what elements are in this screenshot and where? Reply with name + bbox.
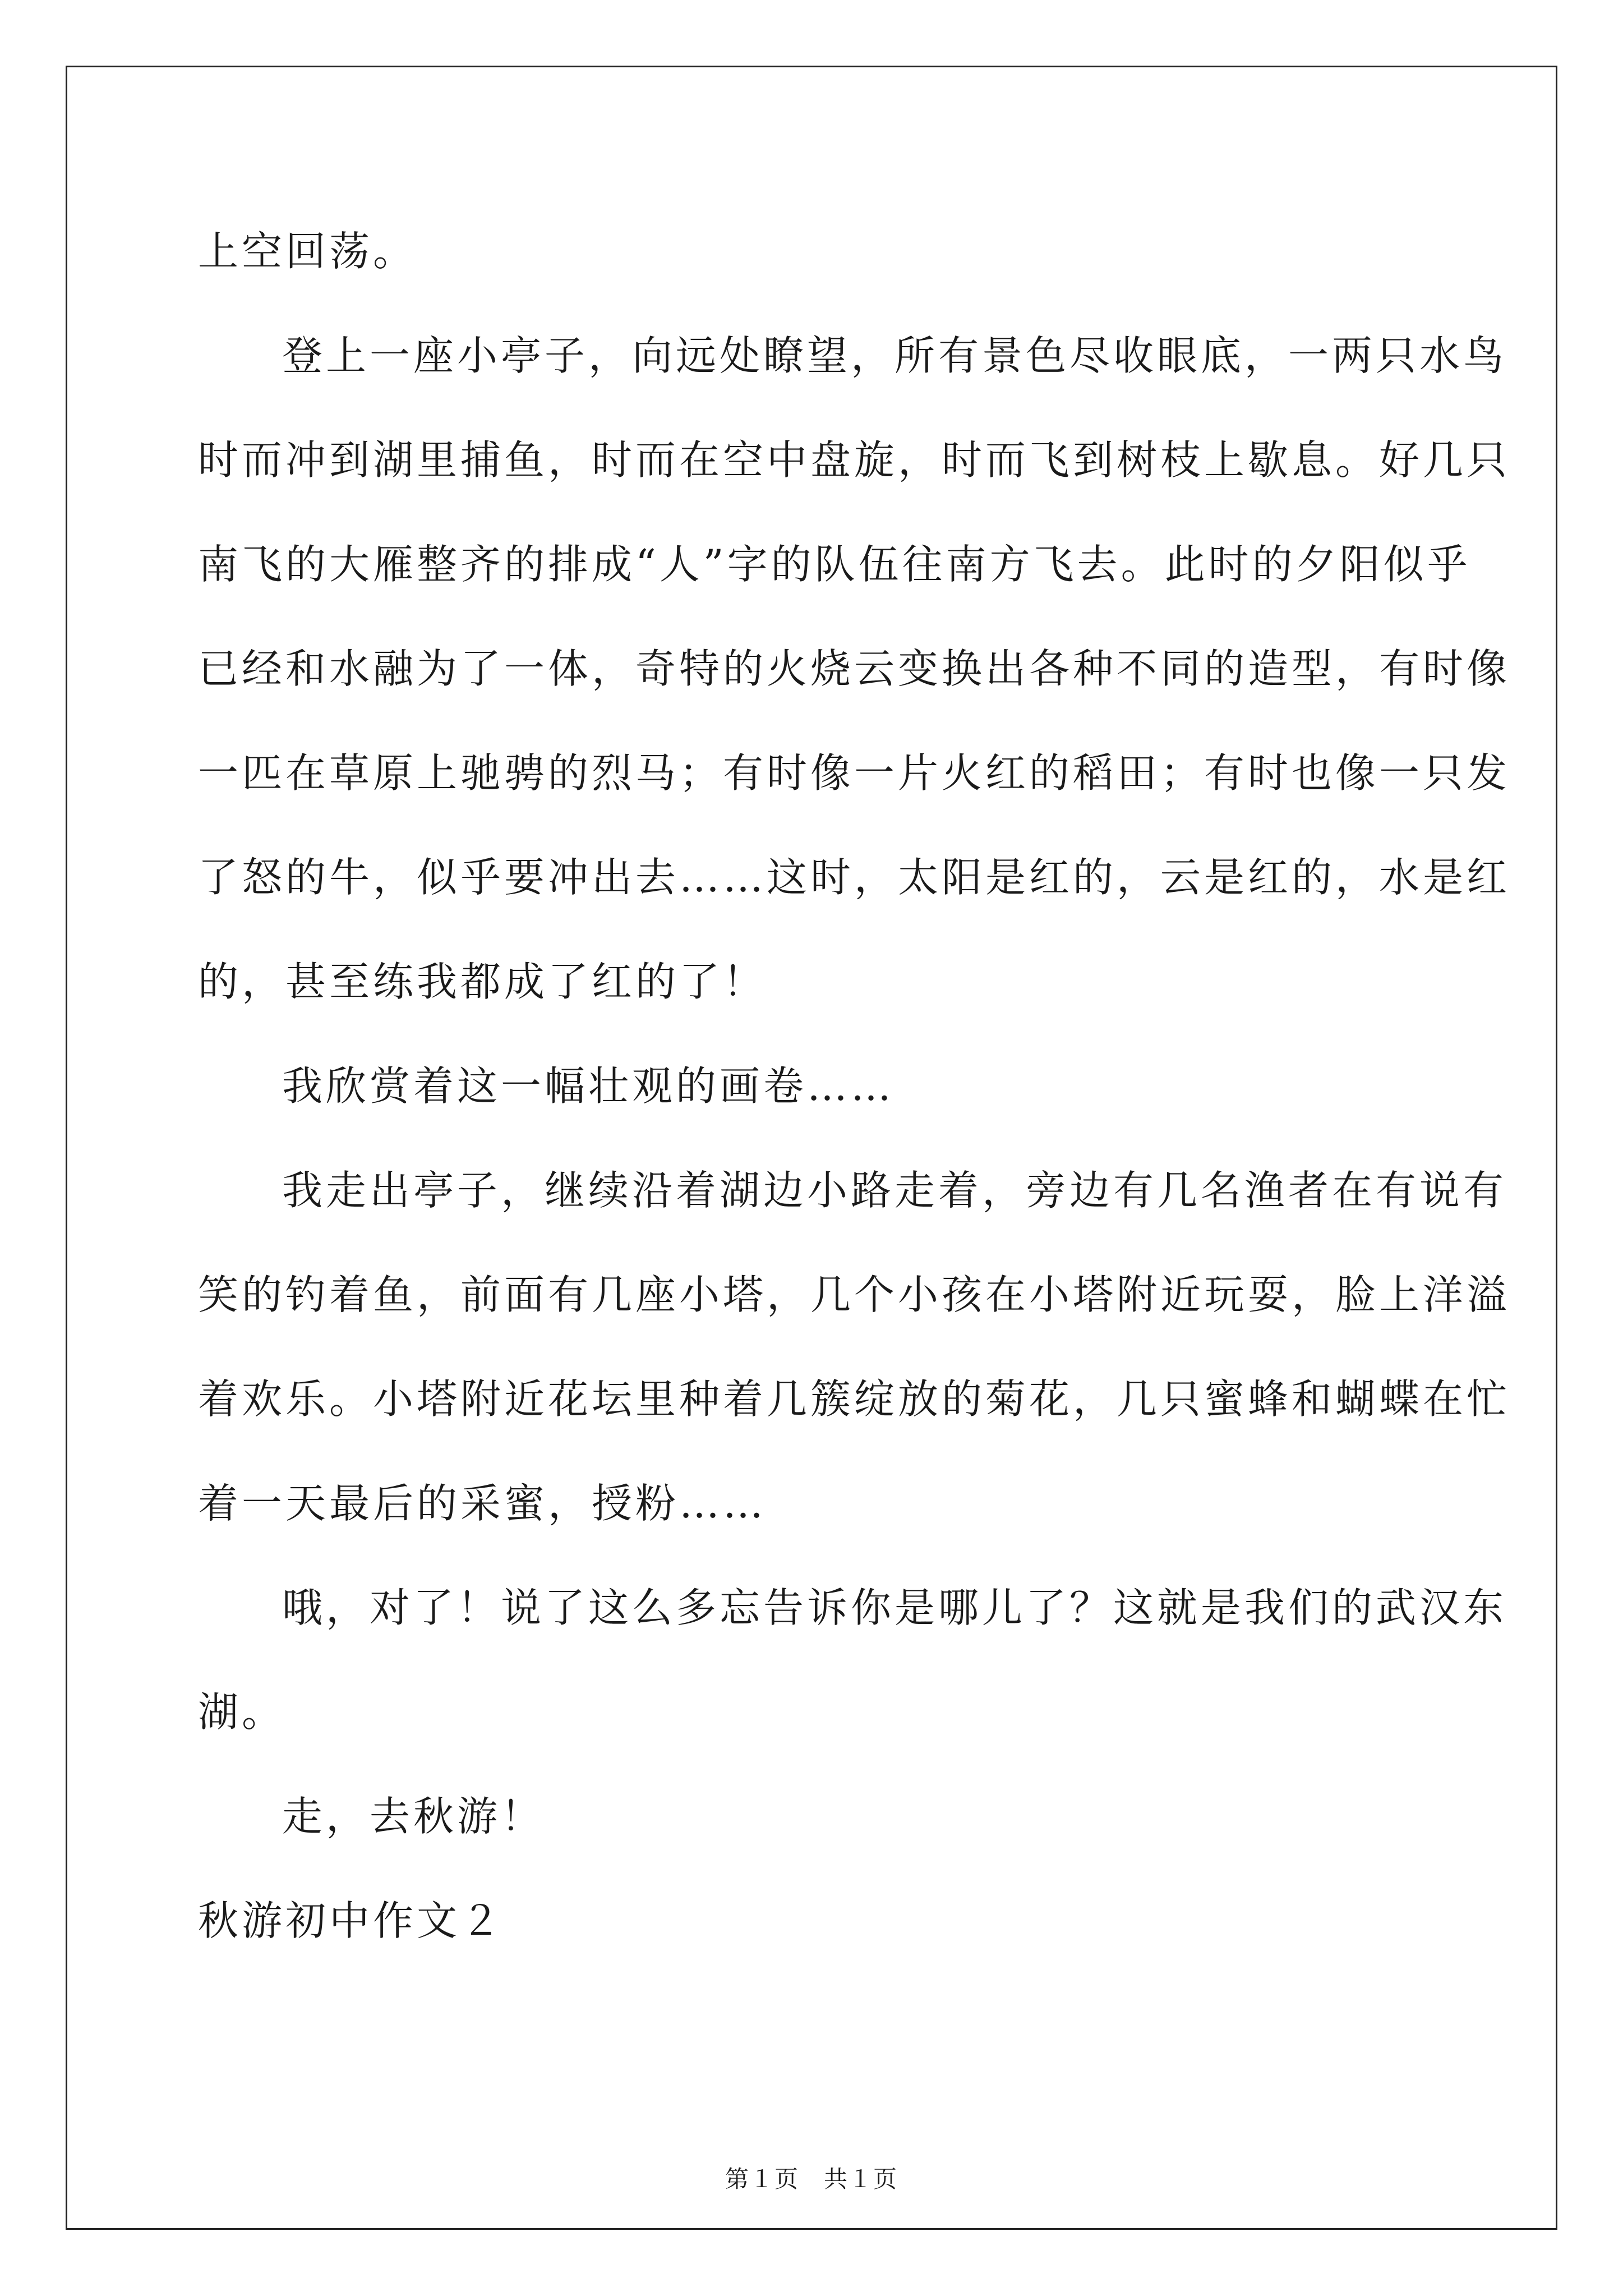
text-line: 了怒的牛，似乎要冲出去……这时，太阳是红的，云是红的，水是红: [198, 854, 1511, 901]
paragraph-first-line: 登上一座小亭子，向远处瞭望，所有景色尽收眼底，一两只水鸟: [282, 332, 1507, 379]
paragraph-first-line: 我走出亭子，继续沿着湖边小路走着，旁边有几名渔者在有说有: [282, 1167, 1507, 1214]
text-line: 一匹在草原上驰骋的烈马；有时像一片火红的稻田；有时也像一只发: [198, 749, 1511, 797]
text-line: 湖。: [198, 1688, 286, 1736]
section-heading: 秋游初中作文２: [198, 1897, 505, 1944]
page-number-footer: 第１页 共１页: [725, 2165, 898, 2193]
text-line: 笑的钓着鱼，前面有几座小塔，几个小孩在小塔附近玩耍，脸上洋溢: [198, 1271, 1511, 1318]
text-line: 时而冲到湖里捕鱼，时而在空中盘旋，时而飞到树枝上歇息。好几只: [198, 436, 1511, 484]
paragraph-first-line: 哦，对了！说了这么多忘告诉你是哪儿了？这就是我们的武汉东: [282, 1584, 1507, 1631]
text-line: 着一天最后的采蜜，授粉……: [198, 1480, 767, 1527]
text-line: 已经和水融为了一体，奇特的火烧云变换出各种不同的造型，有时像: [198, 645, 1511, 692]
text-line: 着欢乐。小塔附近花坛里种着几簇绽放的菊花，几只蜜蜂和蝴蝶在忙: [198, 1375, 1511, 1423]
paragraph-first-line: 我欣赏着这一幅壮观的画卷……: [282, 1062, 895, 1110]
paragraph-first-line: 走，去秋游！: [282, 1793, 545, 1840]
text-line: 南飞的大雁整齐的排成“人”字的队伍往南方飞去。此时的夕阳似乎: [198, 541, 1471, 588]
document-body: [198, 199, 1511, 1973]
text-line: 上空回荡。: [198, 228, 417, 275]
text-line: 的，甚至练我都成了红的了！: [198, 958, 767, 1005]
